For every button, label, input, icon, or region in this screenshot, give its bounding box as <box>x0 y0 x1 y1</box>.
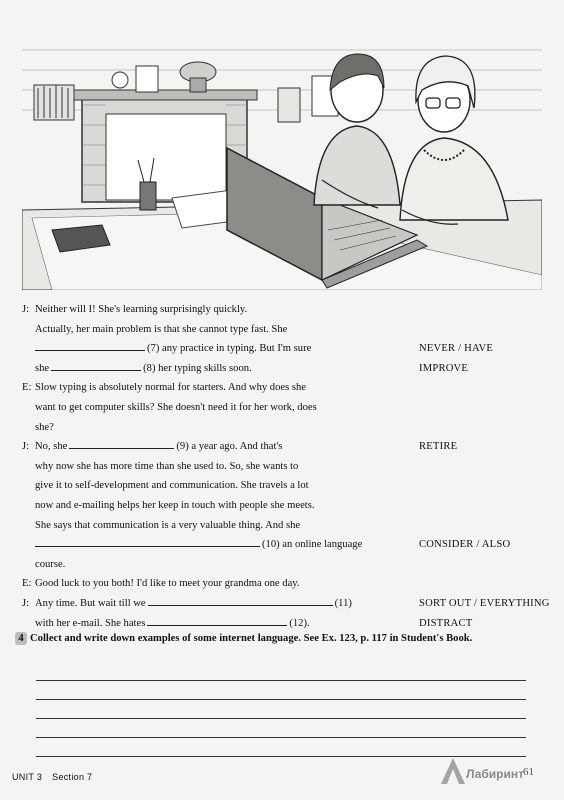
unit-label: UNIT 3 <box>12 772 43 782</box>
dialogue-text: (7) any practice in typing. But I'm sure <box>147 343 312 355</box>
dialogue-line <box>22 437 542 457</box>
dialogue-text: why now she has more time than she used to. So, she wants to <box>35 460 299 472</box>
word-cue: RETIRE <box>419 441 458 453</box>
word-cue: SORT OUT / EVERYTHING <box>419 597 550 609</box>
task-text: Collect and write down examples of some internet language. See Ex. 123, p. 117 in Student's Book. <box>30 633 473 644</box>
word-cue: IMPROVE <box>419 362 469 374</box>
dialogue-line <box>22 594 550 614</box>
dialogue-text: She says that communication is a very valuable thing. And she <box>35 519 301 531</box>
dialogue-line <box>22 320 542 340</box>
dialogue-text: Slow typing is absolutely normal for starters. And why does she <box>35 382 306 394</box>
word-cue: DISTRACT <box>419 617 473 629</box>
dialogue-text: (12). <box>289 617 310 629</box>
dialogue-line <box>22 516 542 536</box>
dialogue-text: (9) a year ago. And that's <box>176 441 283 453</box>
page-footer <box>12 772 102 782</box>
dialogue-text: she <box>35 362 50 374</box>
writing-line[interactable] <box>36 662 526 681</box>
dialogue-text: Good luck to you both! I'd like to meet your grandma one day. <box>35 578 300 590</box>
speaker-label: E: <box>22 382 32 394</box>
speaker-label: J: <box>22 304 30 315</box>
answer-blank-10[interactable] <box>35 536 260 547</box>
watermark-text: Лабиринт <box>466 767 525 781</box>
dialogue-line <box>22 398 542 418</box>
section-label: Section 7 <box>52 772 93 782</box>
dialogue-text: now and e-mailing helps her keep in touch with people she meets. <box>35 499 315 511</box>
answer-blank-8[interactable] <box>51 360 141 371</box>
dialogue-text: (8) her typing skills soon. <box>143 362 252 374</box>
task-instruction <box>15 632 545 645</box>
dialogue-text: want to get computer skills? She doesn't need it for her work, does <box>35 401 317 413</box>
dialogue-line <box>22 555 542 575</box>
dialogue-text: (11) <box>334 597 352 609</box>
writing-line[interactable] <box>36 700 526 719</box>
dialogue-text: Neither will I! She's learning surprisingly quickly. <box>35 304 248 315</box>
dialogue-text: course. <box>35 558 66 570</box>
answer-blank-7[interactable] <box>35 340 145 351</box>
dialogue-line <box>22 339 542 359</box>
answer-blank-9[interactable] <box>69 438 174 449</box>
dialogue-text: with her e-mail. She hates <box>35 617 146 629</box>
speaker-label: J: <box>22 441 30 453</box>
writing-line[interactable] <box>36 719 526 738</box>
dialogue-line <box>22 300 542 320</box>
answer-blank-11[interactable] <box>148 595 333 606</box>
illustration-grandmother-and-granddaughter-at-laptop <box>22 30 542 290</box>
word-cue: NEVER / HAVE <box>419 343 494 355</box>
word-cue: CONSIDER / ALSO <box>419 539 511 551</box>
dialogue-text: Actually, her main problem is that she cannot type fast. She <box>35 323 288 335</box>
dialogue-text: she? <box>35 421 54 433</box>
speaker-label: E: <box>22 578 32 590</box>
dialogue-text: give it to self-development and communication. She travels a lot <box>35 480 309 492</box>
writing-line[interactable] <box>36 681 526 700</box>
dialogue-line <box>22 378 542 398</box>
answer-blank-12[interactable] <box>147 615 287 626</box>
task-number-badge: 4 <box>15 632 27 645</box>
dialogue-line <box>22 418 542 438</box>
dialogue-line <box>22 535 542 555</box>
page-number: 61 <box>523 766 534 778</box>
dialogue-text: (10) an online language <box>262 539 363 551</box>
dialogue-text: Any time. But wait till we <box>35 597 146 609</box>
dialogue-line <box>22 457 542 477</box>
dialogue-text: No, she <box>35 441 68 453</box>
labirint-logo-icon <box>440 757 466 785</box>
writing-lines <box>36 662 526 757</box>
dialogue-line <box>22 496 542 516</box>
dialogue-line <box>22 359 542 379</box>
dialogue-exercise <box>22 300 550 633</box>
dialogue-line <box>22 614 542 634</box>
dialogue-line <box>22 476 542 496</box>
speaker-label: J: <box>22 597 30 609</box>
dialogue-line <box>22 574 542 594</box>
